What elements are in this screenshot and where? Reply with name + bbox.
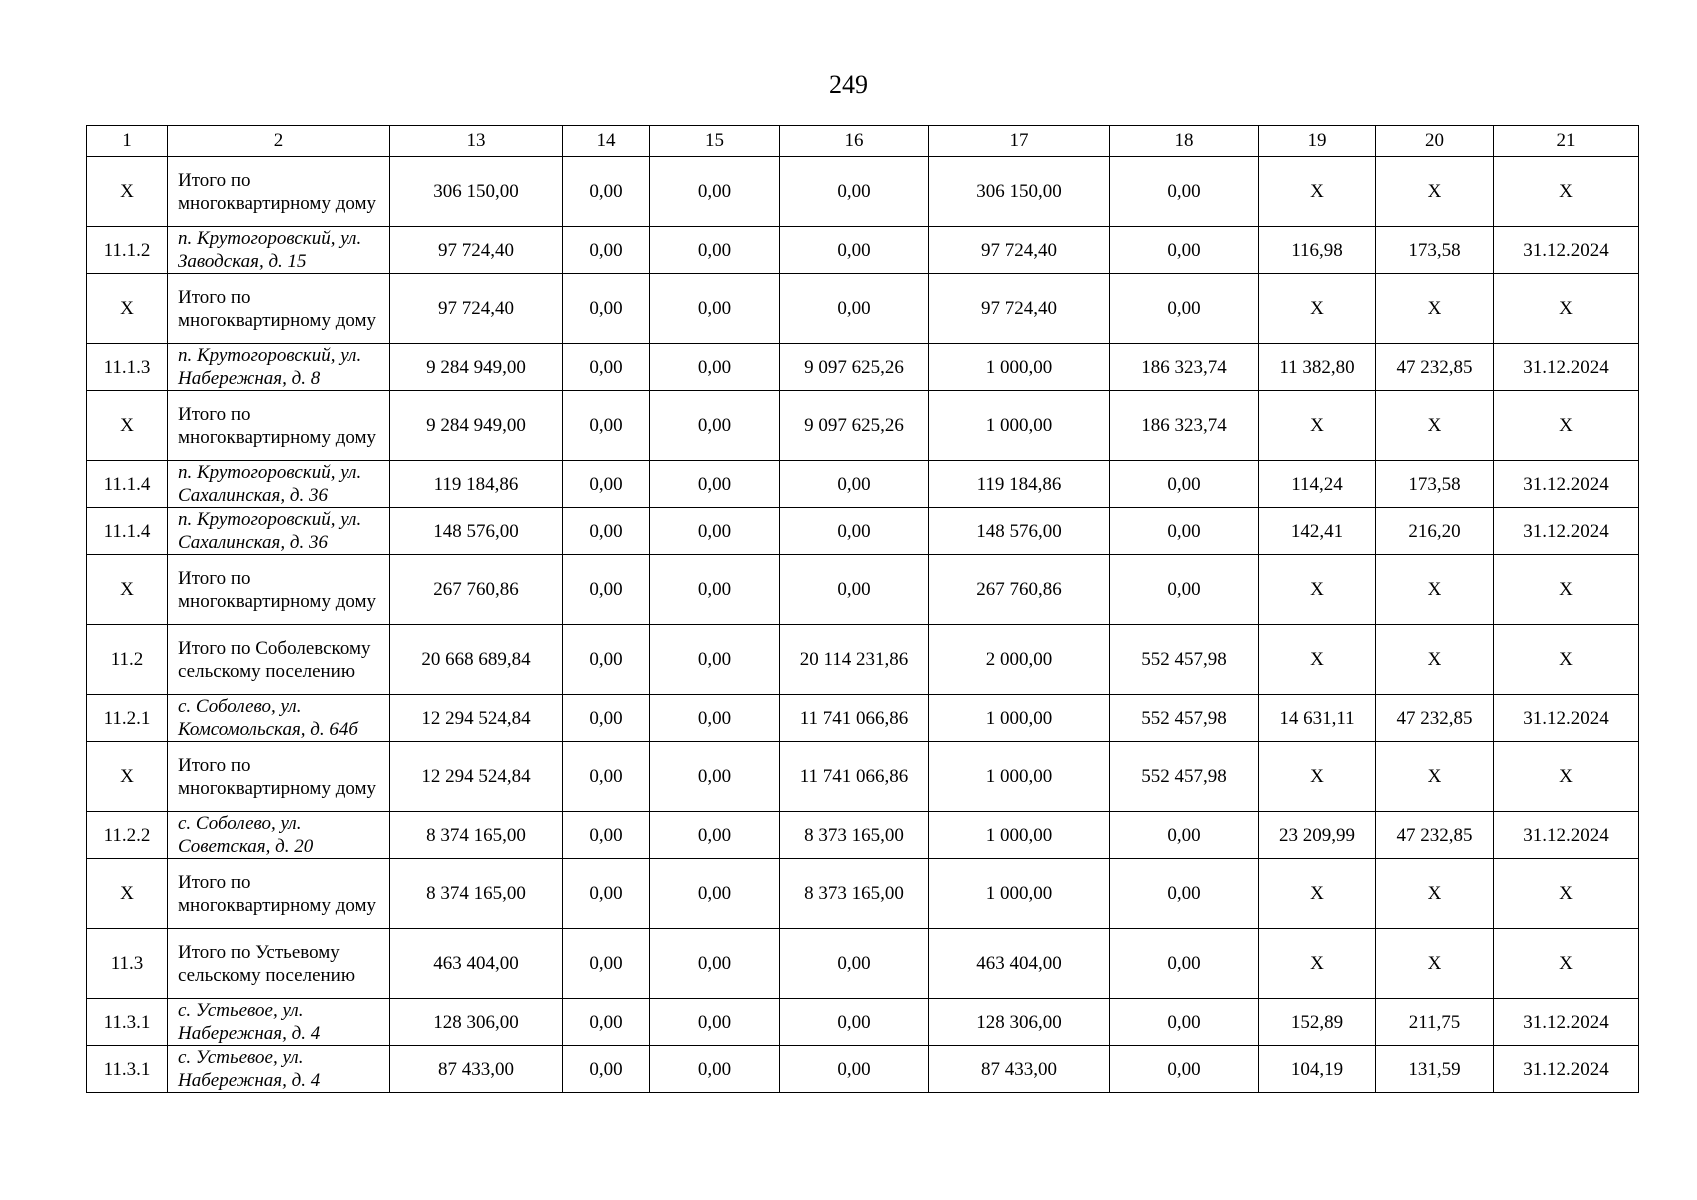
table-row xyxy=(87,625,1639,695)
cell-description: п. Крутогоровский, ул. Сахалинская, д. 36 xyxy=(168,508,390,555)
cell-number: Х xyxy=(87,391,168,461)
cell-col-19: Х xyxy=(1259,625,1376,695)
cell-col-19: 11 382,80 xyxy=(1259,344,1376,391)
table-row xyxy=(87,344,1639,391)
cell-col-14: 0,00 xyxy=(563,555,650,625)
cell-col-19: 104,19 xyxy=(1259,1046,1376,1093)
cell-number: 11.1.4 xyxy=(87,508,168,555)
cell-col-17: 1 000,00 xyxy=(929,812,1110,859)
column-header: 20 xyxy=(1376,126,1494,157)
cell-col-21: 31.12.2024 xyxy=(1494,999,1639,1046)
cell-col-13: 20 668 689,84 xyxy=(390,625,563,695)
cell-col-18: 186 323,74 xyxy=(1110,344,1259,391)
cell-col-20: 216,20 xyxy=(1376,508,1494,555)
cell-col-19: Х xyxy=(1259,555,1376,625)
table-row xyxy=(87,555,1639,625)
cell-col-16: 0,00 xyxy=(780,274,929,344)
cell-number: Х xyxy=(87,157,168,227)
cell-description: с. Устьевое, ул. Набережная, д. 4 xyxy=(168,1046,390,1093)
cell-col-21: Х xyxy=(1494,625,1639,695)
cell-col-14: 0,00 xyxy=(563,625,650,695)
cell-col-17: 267 760,86 xyxy=(929,555,1110,625)
cell-col-19: Х xyxy=(1259,274,1376,344)
cell-number: 11.1.4 xyxy=(87,461,168,508)
cell-col-17: 1 000,00 xyxy=(929,391,1110,461)
cell-description: с. Соболево, ул. Советская, д. 20 xyxy=(168,812,390,859)
cell-col-21: Х xyxy=(1494,274,1639,344)
cell-col-15: 0,00 xyxy=(650,929,780,999)
cell-number: 11.3.1 xyxy=(87,999,168,1046)
table-row xyxy=(87,812,1639,859)
cell-col-21: 31.12.2024 xyxy=(1494,227,1639,274)
cell-col-19: Х xyxy=(1259,859,1376,929)
column-header: 13 xyxy=(390,126,563,157)
cell-col-21: Х xyxy=(1494,929,1639,999)
cell-description: Итого по многоквартирному дому xyxy=(168,742,390,812)
cell-number: Х xyxy=(87,742,168,812)
cell-col-13: 9 284 949,00 xyxy=(390,344,563,391)
cell-description: Итого по многоквартирному дому xyxy=(168,391,390,461)
cell-col-18: 0,00 xyxy=(1110,859,1259,929)
column-header: 18 xyxy=(1110,126,1259,157)
cell-col-21: 31.12.2024 xyxy=(1494,508,1639,555)
table-row xyxy=(87,695,1639,742)
cell-description: с. Устьевое, ул. Набережная, д. 4 xyxy=(168,999,390,1046)
cell-col-16: 20 114 231,86 xyxy=(780,625,929,695)
cell-col-17: 1 000,00 xyxy=(929,742,1110,812)
column-header: 1 xyxy=(87,126,168,157)
cell-col-18: 0,00 xyxy=(1110,999,1259,1046)
cell-col-15: 0,00 xyxy=(650,999,780,1046)
cell-col-15: 0,00 xyxy=(650,461,780,508)
cell-col-15: 0,00 xyxy=(650,695,780,742)
cell-col-18: 0,00 xyxy=(1110,508,1259,555)
cell-col-16: 0,00 xyxy=(780,508,929,555)
cell-col-14: 0,00 xyxy=(563,859,650,929)
cell-col-18: 0,00 xyxy=(1110,1046,1259,1093)
cell-number: Х xyxy=(87,274,168,344)
table-row xyxy=(87,508,1639,555)
cell-col-19: 116,98 xyxy=(1259,227,1376,274)
cell-col-16: 0,00 xyxy=(780,157,929,227)
cell-col-16: 8 373 165,00 xyxy=(780,812,929,859)
cell-col-16: 0,00 xyxy=(780,227,929,274)
cell-col-17: 2 000,00 xyxy=(929,625,1110,695)
cell-col-14: 0,00 xyxy=(563,227,650,274)
table-row xyxy=(87,999,1639,1046)
cell-col-19: Х xyxy=(1259,929,1376,999)
cell-col-20: 173,58 xyxy=(1376,461,1494,508)
cell-col-18: 0,00 xyxy=(1110,929,1259,999)
column-header: 17 xyxy=(929,126,1110,157)
cell-col-18: 0,00 xyxy=(1110,227,1259,274)
cell-col-15: 0,00 xyxy=(650,812,780,859)
cell-col-20: 47 232,85 xyxy=(1376,344,1494,391)
cell-col-14: 0,00 xyxy=(563,999,650,1046)
column-header: 21 xyxy=(1494,126,1639,157)
cell-col-16: 0,00 xyxy=(780,461,929,508)
cell-col-14: 0,00 xyxy=(563,812,650,859)
cell-col-16: 9 097 625,26 xyxy=(780,344,929,391)
cell-col-16: 0,00 xyxy=(780,929,929,999)
cell-col-17: 148 576,00 xyxy=(929,508,1110,555)
cell-col-19: Х xyxy=(1259,742,1376,812)
cell-col-13: 128 306,00 xyxy=(390,999,563,1046)
cell-col-13: 9 284 949,00 xyxy=(390,391,563,461)
cell-col-14: 0,00 xyxy=(563,274,650,344)
cell-col-21: Х xyxy=(1494,391,1639,461)
cell-col-20: Х xyxy=(1376,859,1494,929)
cell-col-20: Х xyxy=(1376,555,1494,625)
cell-col-21: 31.12.2024 xyxy=(1494,812,1639,859)
cell-col-20: Х xyxy=(1376,391,1494,461)
cell-col-18: 0,00 xyxy=(1110,274,1259,344)
cell-description: Итого по многоквартирному дому xyxy=(168,859,390,929)
table-row xyxy=(87,929,1639,999)
cell-col-14: 0,00 xyxy=(563,742,650,812)
cell-col-19: 142,41 xyxy=(1259,508,1376,555)
cell-col-15: 0,00 xyxy=(650,859,780,929)
cell-col-15: 0,00 xyxy=(650,391,780,461)
cell-col-16: 0,00 xyxy=(780,555,929,625)
cell-col-21: 31.12.2024 xyxy=(1494,344,1639,391)
cell-col-21: Х xyxy=(1494,742,1639,812)
cell-col-17: 1 000,00 xyxy=(929,344,1110,391)
cell-col-15: 0,00 xyxy=(650,508,780,555)
cell-number: Х xyxy=(87,859,168,929)
cell-number: 11.2.1 xyxy=(87,695,168,742)
cell-col-13: 148 576,00 xyxy=(390,508,563,555)
cell-col-20: Х xyxy=(1376,157,1494,227)
cell-col-14: 0,00 xyxy=(563,391,650,461)
cell-description: п. Крутогоровский, ул. Набережная, д. 8 xyxy=(168,344,390,391)
cell-description: Итого по Устьевому сельскому поселению xyxy=(168,929,390,999)
cell-col-17: 463 404,00 xyxy=(929,929,1110,999)
cell-col-19: Х xyxy=(1259,157,1376,227)
cell-col-18: 552 457,98 xyxy=(1110,625,1259,695)
cell-col-15: 0,00 xyxy=(650,625,780,695)
cell-col-18: 0,00 xyxy=(1110,461,1259,508)
cell-col-20: 47 232,85 xyxy=(1376,812,1494,859)
page-number: 249 xyxy=(829,70,868,99)
cell-col-20: Х xyxy=(1376,929,1494,999)
cell-col-17: 97 724,40 xyxy=(929,227,1110,274)
cell-col-13: 12 294 524,84 xyxy=(390,695,563,742)
cell-description: п. Крутогоровский, ул. Сахалинская, д. 36 xyxy=(168,461,390,508)
cell-col-15: 0,00 xyxy=(650,742,780,812)
cell-col-19: Х xyxy=(1259,391,1376,461)
cell-col-14: 0,00 xyxy=(563,508,650,555)
cell-col-18: 186 323,74 xyxy=(1110,391,1259,461)
cell-col-14: 0,00 xyxy=(563,461,650,508)
cell-col-14: 0,00 xyxy=(563,157,650,227)
cell-description: Итого по многоквартирному дому xyxy=(168,274,390,344)
table-row xyxy=(87,859,1639,929)
cell-col-21: Х xyxy=(1494,157,1639,227)
table-body xyxy=(87,126,1639,1093)
cell-number: 11.3.1 xyxy=(87,1046,168,1093)
cell-description: Итого по Соболевскому сельскому поселению xyxy=(168,625,390,695)
cell-col-18: 552 457,98 xyxy=(1110,742,1259,812)
table-row xyxy=(87,227,1639,274)
cell-col-18: 552 457,98 xyxy=(1110,695,1259,742)
cell-col-20: Х xyxy=(1376,742,1494,812)
cell-number: 11.2.2 xyxy=(87,812,168,859)
cell-number: 11.3 xyxy=(87,929,168,999)
cell-col-13: 267 760,86 xyxy=(390,555,563,625)
table-row xyxy=(87,1046,1639,1093)
table-row xyxy=(87,391,1639,461)
column-header: 16 xyxy=(780,126,929,157)
column-header: 2 xyxy=(168,126,390,157)
cell-col-13: 12 294 524,84 xyxy=(390,742,563,812)
table-row xyxy=(87,157,1639,227)
cell-col-14: 0,00 xyxy=(563,695,650,742)
cell-col-15: 0,00 xyxy=(650,1046,780,1093)
cell-col-21: Х xyxy=(1494,555,1639,625)
cell-col-13: 8 374 165,00 xyxy=(390,812,563,859)
cell-col-16: 11 741 066,86 xyxy=(780,695,929,742)
cell-col-16: 0,00 xyxy=(780,1046,929,1093)
cell-col-15: 0,00 xyxy=(650,274,780,344)
cell-col-13: 97 724,40 xyxy=(390,227,563,274)
cell-col-20: Х xyxy=(1376,274,1494,344)
data-table xyxy=(86,125,1639,1093)
cell-col-15: 0,00 xyxy=(650,157,780,227)
cell-col-14: 0,00 xyxy=(563,344,650,391)
cell-col-13: 87 433,00 xyxy=(390,1046,563,1093)
table-row xyxy=(87,461,1639,508)
cell-number: 11.1.3 xyxy=(87,344,168,391)
cell-col-15: 0,00 xyxy=(650,555,780,625)
column-header: 15 xyxy=(650,126,780,157)
column-header: 14 xyxy=(563,126,650,157)
cell-col-16: 9 097 625,26 xyxy=(780,391,929,461)
cell-col-17: 97 724,40 xyxy=(929,274,1110,344)
table-row xyxy=(87,274,1639,344)
cell-col-16: 8 373 165,00 xyxy=(780,859,929,929)
cell-col-14: 0,00 xyxy=(563,1046,650,1093)
cell-col-21: 31.12.2024 xyxy=(1494,1046,1639,1093)
cell-col-20: Х xyxy=(1376,625,1494,695)
cell-col-18: 0,00 xyxy=(1110,555,1259,625)
cell-col-20: 131,59 xyxy=(1376,1046,1494,1093)
cell-number: 11.1.2 xyxy=(87,227,168,274)
cell-col-17: 87 433,00 xyxy=(929,1046,1110,1093)
cell-description: Итого по многоквартирному дому xyxy=(168,157,390,227)
table-row xyxy=(87,742,1639,812)
cell-col-18: 0,00 xyxy=(1110,157,1259,227)
cell-col-13: 119 184,86 xyxy=(390,461,563,508)
column-header: 19 xyxy=(1259,126,1376,157)
cell-col-19: 23 209,99 xyxy=(1259,812,1376,859)
cell-number: 11.2 xyxy=(87,625,168,695)
cell-number: Х xyxy=(87,555,168,625)
cell-col-21: 31.12.2024 xyxy=(1494,461,1639,508)
cell-col-18: 0,00 xyxy=(1110,812,1259,859)
cell-col-17: 306 150,00 xyxy=(929,157,1110,227)
cell-col-13: 97 724,40 xyxy=(390,274,563,344)
cell-col-17: 128 306,00 xyxy=(929,999,1110,1046)
cell-col-19: 14 631,11 xyxy=(1259,695,1376,742)
cell-col-13: 8 374 165,00 xyxy=(390,859,563,929)
cell-col-21: 31.12.2024 xyxy=(1494,695,1639,742)
cell-description: Итого по многоквартирному дому xyxy=(168,555,390,625)
cell-col-17: 119 184,86 xyxy=(929,461,1110,508)
cell-col-13: 463 404,00 xyxy=(390,929,563,999)
cell-col-17: 1 000,00 xyxy=(929,859,1110,929)
cell-col-19: 114,24 xyxy=(1259,461,1376,508)
cell-col-16: 0,00 xyxy=(780,999,929,1046)
cell-col-19: 152,89 xyxy=(1259,999,1376,1046)
cell-col-20: 211,75 xyxy=(1376,999,1494,1046)
cell-col-15: 0,00 xyxy=(650,344,780,391)
cell-col-15: 0,00 xyxy=(650,227,780,274)
cell-col-17: 1 000,00 xyxy=(929,695,1110,742)
cell-col-16: 11 741 066,86 xyxy=(780,742,929,812)
cell-col-14: 0,00 xyxy=(563,929,650,999)
table-header-row xyxy=(87,126,1639,157)
cell-description: с. Соболево, ул. Комсомольская, д. 64б xyxy=(168,695,390,742)
cell-description: п. Крутогоровский, ул. Заводская, д. 15 xyxy=(168,227,390,274)
cell-col-13: 306 150,00 xyxy=(390,157,563,227)
cell-col-20: 47 232,85 xyxy=(1376,695,1494,742)
cell-col-21: Х xyxy=(1494,859,1639,929)
cell-col-20: 173,58 xyxy=(1376,227,1494,274)
